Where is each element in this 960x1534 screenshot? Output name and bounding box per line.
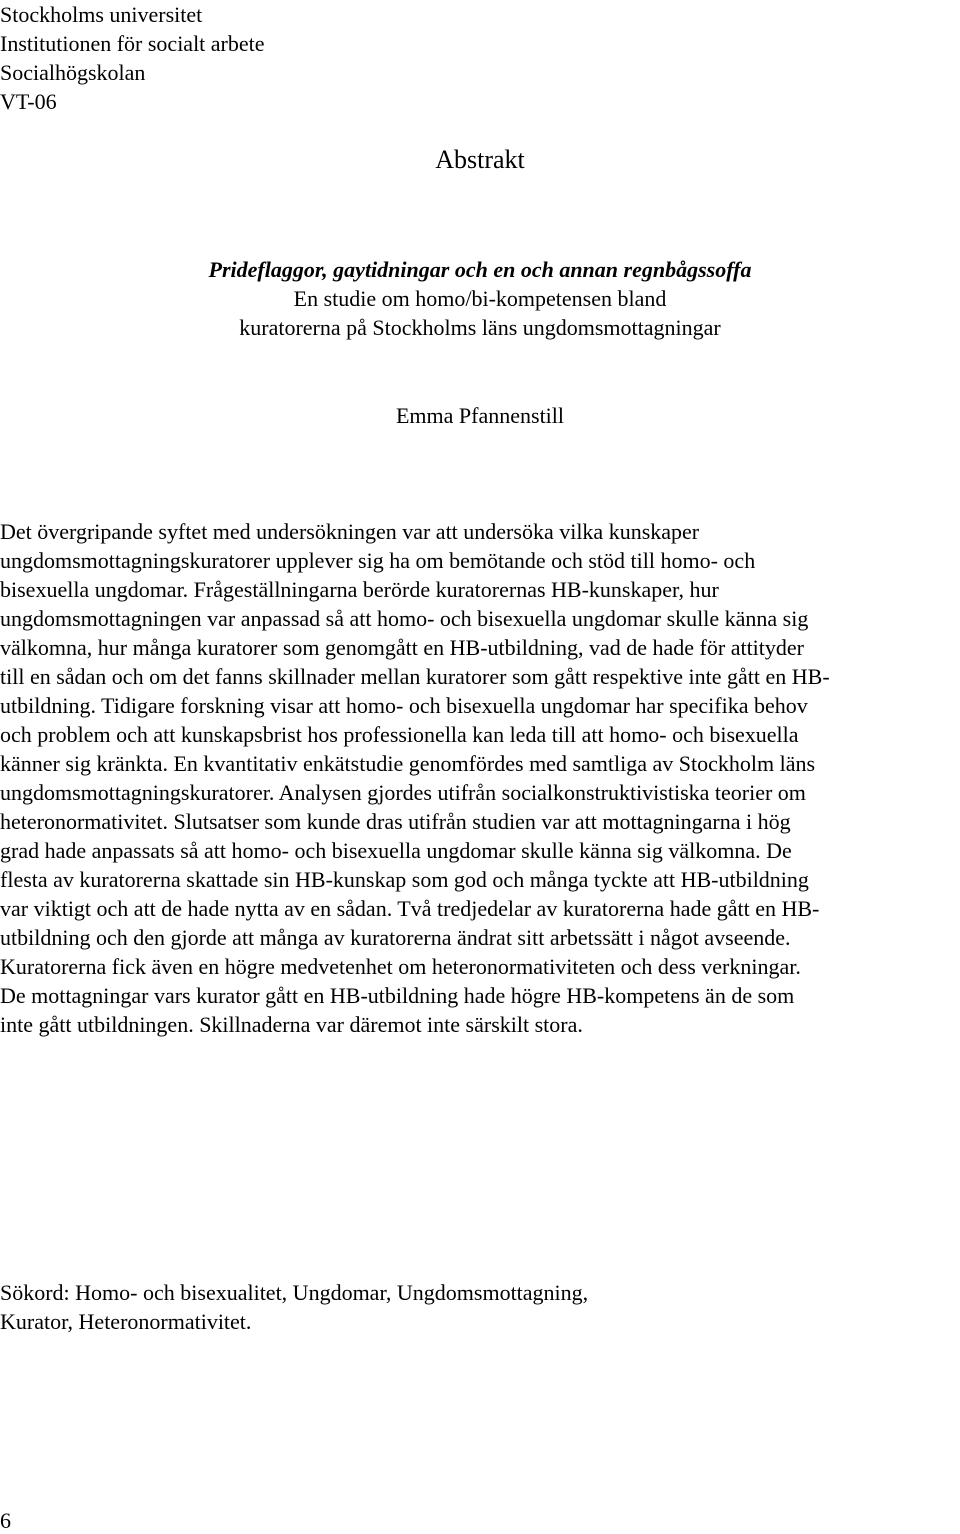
department-name: Institutionen för socialt arbete <box>0 31 265 56</box>
abstract-line: känner sig kränkta. En kvantitativ enkätstudie genomfördes med samtliga av Stockholm läns <box>0 751 816 776</box>
institution-header <box>0 0 265 116</box>
page-number: 6 <box>0 1508 11 1533</box>
abstract-line: inte gått utbildningen. Skillnaderna var däremot inte särskilt stora. <box>0 1012 583 1037</box>
abstract-line: ungdomsmottagningskuratorer upplever sig ha om bemötande och stöd till homo- och <box>0 548 756 573</box>
thesis-title: Prideflaggor, gaytidningar och en och annan regnbågssoffa <box>208 257 752 282</box>
abstract-line: och problem och att kunskapsbrist hos professionella kan leda till att homo- och bisexuella <box>0 722 799 747</box>
abstract-heading: Abstrakt <box>435 145 525 174</box>
abstract-line: Det övergripande syftet med undersökningen var att undersöka vilka kunskaper <box>0 519 700 544</box>
thesis-title-block <box>0 255 960 342</box>
abstract-line: grad hade anpassats så att homo- och bisexuella ungdomar skulle känna sig välkomna. De <box>0 838 792 863</box>
thesis-subtitle-line-1: En studie om homo/bi-kompetensen bland <box>293 286 667 311</box>
author-name: Emma Pfannenstill <box>395 403 565 428</box>
abstract-line: ungdomsmottagningen var anpassad så att homo- och bisexuella ungdomar skulle känna sig <box>0 606 809 631</box>
keywords <box>0 1278 588 1336</box>
abstract-line: flesta av kuratorerna skattade sin HB-kunskap som god och många tyckte att HB-utbildning <box>0 867 809 892</box>
abstract-line: heteronormativitet. Slutsatser som kunde dras utifrån studien var att mottagningarna i hög <box>0 809 791 834</box>
abstract-line: Kuratorerna fick även en högre medvetenhet om heteronormativiteten och dess verkningar. <box>0 954 801 979</box>
abstract-line: till en sådan och om det fanns skillnader mellan kuratorer som gått respektive inte gått en HB- <box>0 664 830 689</box>
abstract-line: ungdomsmottagningskuratorer. Analysen gjordes utifrån socialkonstruktivistiska teorier om <box>0 780 806 805</box>
abstract-line: utbildning. Tidigare forskning visar att homo- och bisexuella ungdomar har specifika behov <box>0 693 808 718</box>
abstract-line: De mottagningar vars kurator gått en HB-utbildning hade högre HB-kompetens än de som <box>0 983 795 1008</box>
school-name: Socialhögskolan <box>0 60 146 85</box>
thesis-subtitle-line-2: kuratorerna på Stockholms läns ungdomsmottagningar <box>239 315 721 340</box>
keywords-line-1: Sökord: Homo- och bisexualitet, Ungdomar, Ungdomsmottagning, <box>0 1280 589 1305</box>
abstract-line: välkomna, hur många kuratorer som genomgått en HB-utbildning, vad de hade för attityder <box>0 635 804 660</box>
abstract-body <box>0 517 960 1039</box>
abstract-line: utbildning och den gjorde att många av kuratorerna ändrat sitt arbetssätt i något avseende. <box>0 925 791 950</box>
term-label: VT-06 <box>0 89 57 114</box>
university-name: Stockholms universitet <box>0 2 203 27</box>
keywords-line-2: Kurator, Heteronormativitet. <box>0 1309 252 1334</box>
abstract-line: var viktigt och att de hade nytta av en sådan. Två tredjedelar av kuratorerna hade gått en HB- <box>0 896 820 921</box>
abstract-line: bisexuella ungdomar. Frågeställningarna berörde kuratorernas HB-kunskaper, hur <box>0 577 719 602</box>
